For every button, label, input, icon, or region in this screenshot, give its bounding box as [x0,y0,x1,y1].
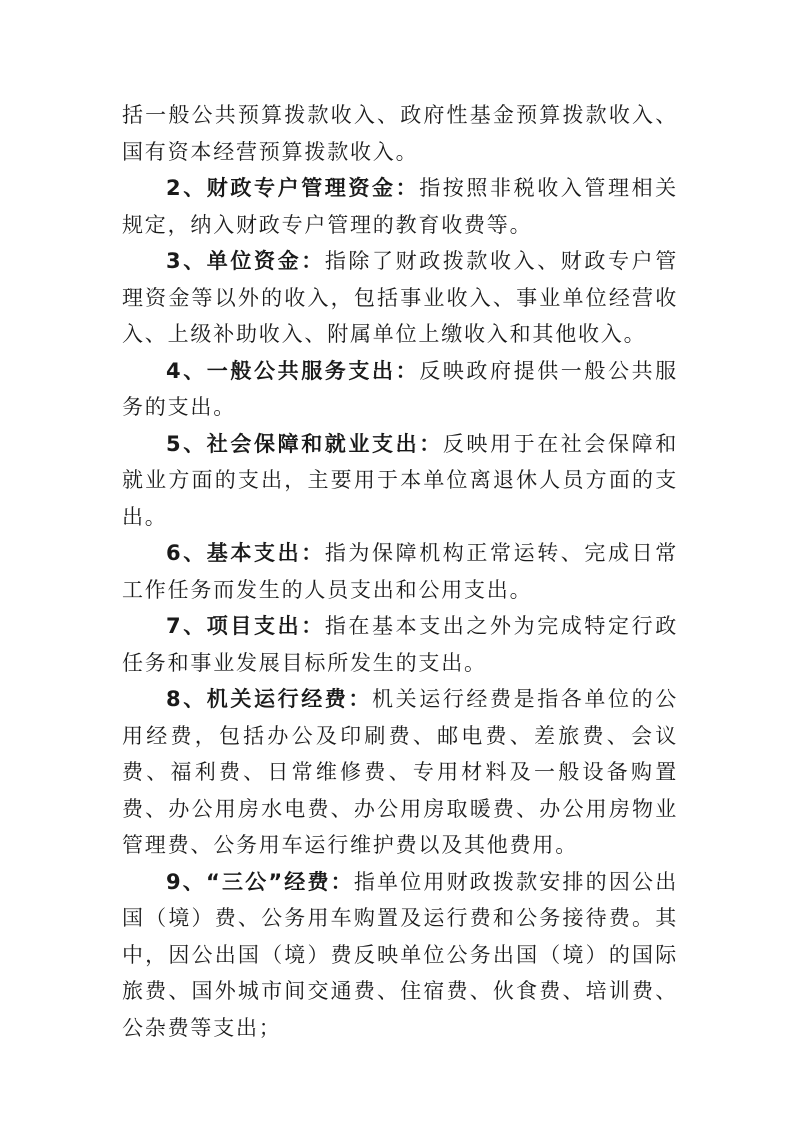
definition-term: 5、社会保障和就业支出： [166,431,443,456]
definition-text: 反映用于在社会保障和就业方面的支出，主要用于本单位离退休人员方面的支出。 [122,431,679,529]
definition-term: 3、单位资金： [166,249,325,273]
definition-financial-special-account-funds [122,170,678,243]
definition-social-security-employment [122,426,678,536]
definition-general-public-services [122,353,678,426]
definition-three-public-expenses [122,864,678,1047]
definition-unit-funds [122,243,678,353]
definition-text: 指单位用财政拨款安排的因公出国（境）费、公务用车购置及运行费和公务接待费。其中，因公出国（境）费反映单位公务出国（境）的国际旅费、国外城市间交通费、住宿费、伙食费、培训费、公杂费等支出； [122,869,678,1040]
definition-text: 指除了财政拨款收入、财政专户管理资金等以外的收入，包括事业收入、事业单位经营收入、上级补助收入、附属单位上缴收入和其他收入。 [122,249,678,346]
definition-term: 2、财政专户管理资金： [166,176,420,200]
definition-agency-operating-costs [122,681,678,864]
definition-project-expenditure [122,608,678,681]
paragraph-continuation [122,97,678,170]
definition-term: 6、基本支出： [166,541,325,565]
document-page [122,97,678,1046]
definition-term: 7、项目支出： [166,614,325,638]
definition-text: 指为保障机构正常运转、完成日常工作任务而发生的人员支出和公用支出。 [122,541,678,602]
definition-text: 反映政府提供一般公共服务的支出。 [122,358,678,419]
definition-term: 9、“三公”经费： [166,869,354,894]
definition-term: 4、一般公共服务支出： [166,358,420,383]
definition-text: 机关运行经费是指各单位的公用经费，包括办公及印刷费、邮电费、差旅费、会议费、福利费、日常维修费、专用材料及一般设备购置费、办公用房水电费、办公用房取暖费、办公用房物业管理费、公务用车运行维护费以及其他费用。 [122,687,679,857]
definition-text: 指在基本支出之外为完成特定行政任务和事业发展目标所发生的支出。 [122,614,678,675]
paragraph-text: 括一般公共预算拨款收入、政府性基金预算拨款收入、国有资本经营预算拨款收入。 [122,103,678,164]
definition-text: 指按照非税收入管理相关规定，纳入财政专户管理的教育收费等。 [122,176,678,237]
definition-basic-expenditure [122,535,678,608]
definition-term: 8、机关运行经费： [166,687,373,711]
